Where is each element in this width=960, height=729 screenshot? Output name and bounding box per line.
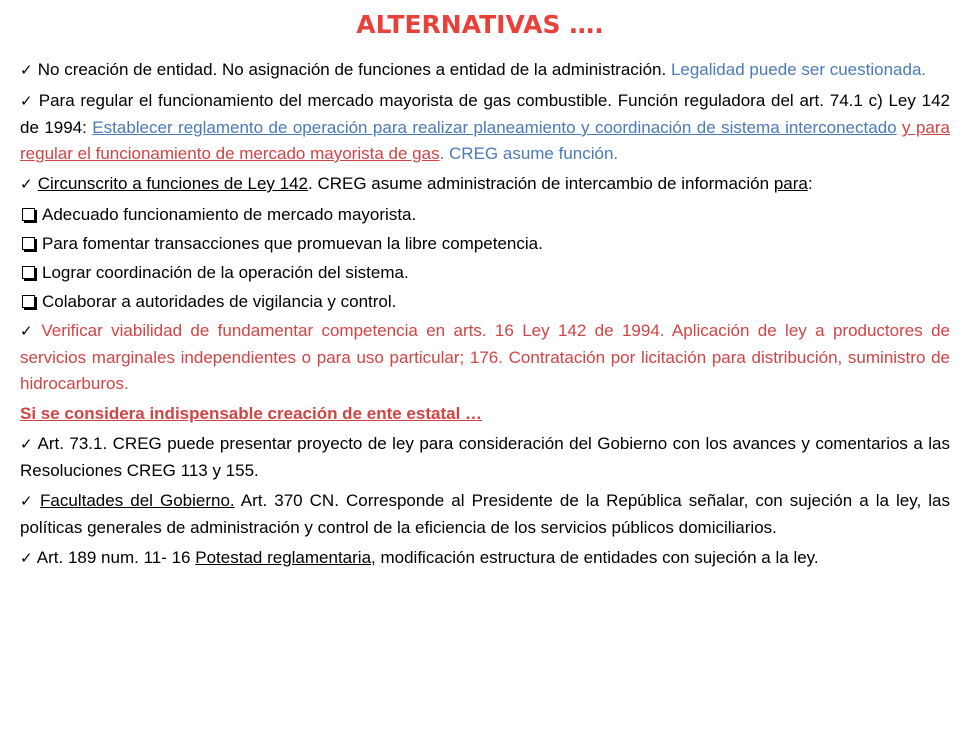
check-icon: ✓ (20, 550, 33, 567)
check-icon: ✓ (20, 323, 33, 340)
bullet-text-underlined: Facultades del Gobierno. (40, 491, 235, 510)
bullet-text-red-underlined: y para regular el funcionamiento de mercado mayorista de gas (20, 118, 950, 163)
bullet-text-blue: Legalidad puede ser cuestionada. (670, 60, 927, 79)
bullet-text: , modificación estructura de entidades con sujeción a la ley. (371, 548, 819, 567)
bullet-facultades (20, 488, 950, 541)
bullet-regular-mercado (20, 88, 950, 167)
bullet-text: No creación de entidad. No asignación de funciones a entidad de la administración. (37, 60, 667, 79)
bullet-art-189 (20, 545, 950, 572)
sub-bullet-text: Adecuado funcionamiento de mercado mayorista. (42, 205, 417, 224)
checkbox-square-icon (22, 208, 35, 221)
sub-bullet (20, 260, 950, 286)
check-icon: ✓ (20, 493, 33, 510)
check-icon: ✓ (20, 436, 33, 453)
bullet-text: Art. 73.1. CREG puede presentar proyecto de ley para consideración del Gobierno con los avances y comentarios a las Resoluciones CREG 113 y 155. (20, 434, 950, 480)
check-icon: ✓ (20, 93, 33, 110)
bullet-text: . CREG asume administración de intercambio de información (308, 174, 770, 193)
bullet-text-red: Verificar viabilidad de fundamentar competencia en arts. 16 Ley 142 de 1994. Aplicación de ley a productores de servicios marginales independientes o para uso particular; 176. Contratación por licitación para distribución, suministro de hidrocarburos. (20, 321, 950, 393)
bullet-text: : (807, 174, 813, 193)
bullet-text: Para regular el funcionamiento del mercado mayorista de gas combustible. Función reguladora del art. 74.1 c) Ley 142 de 1994: (20, 91, 950, 137)
bullet-circunscrito (20, 171, 950, 198)
section-heading: Si se considera indispensable creación de ente estatal … (20, 404, 483, 423)
sub-bullet (20, 202, 950, 228)
check-icon: ✓ (20, 62, 33, 79)
bullet-text-underlined: Circunscrito a funciones de Ley 142 (37, 174, 308, 193)
sub-bullet (20, 231, 950, 257)
bullet-art-73 (20, 431, 950, 484)
slide-content (20, 57, 950, 576)
sub-bullet-text: Para fomentar transacciones que promuevan la libre competencia. (42, 234, 543, 253)
bullet-text-underlined: Potestad reglamentaria (195, 548, 372, 567)
bullet-verificar (20, 318, 950, 397)
check-icon: ✓ (20, 176, 33, 193)
sub-bullet-text: Lograr coordinación de la operación del sistema. (42, 263, 409, 282)
bullet-text-blue-underlined: Establecer reglamento de operación para realizar planeamiento y coordinación de sistema interconectado (92, 118, 897, 137)
checkbox-square-icon (22, 237, 35, 250)
page-title: ALTERNATIVAS …. (356, 10, 604, 39)
checkbox-square-icon (22, 266, 35, 279)
checkbox-square-icon (22, 295, 35, 308)
sub-bullet (20, 289, 950, 315)
sub-bullet-text: Colaborar a autoridades de vigilancia y control. (42, 292, 397, 311)
bullet-text: Art. 370 CN. Corresponde al Presidente de la República señalar, con sujeción a la ley, las políticas generales de administración y control de la eficiencia de los servicios públicos domiciliarios. (20, 491, 950, 537)
bullet-text: Art. 189 num. 11- 16 (36, 548, 191, 567)
bullet-no-creacion (20, 57, 950, 84)
bullet-text-blue: . CREG asume función. (439, 144, 619, 163)
bullet-text-underlined: para (773, 174, 808, 193)
